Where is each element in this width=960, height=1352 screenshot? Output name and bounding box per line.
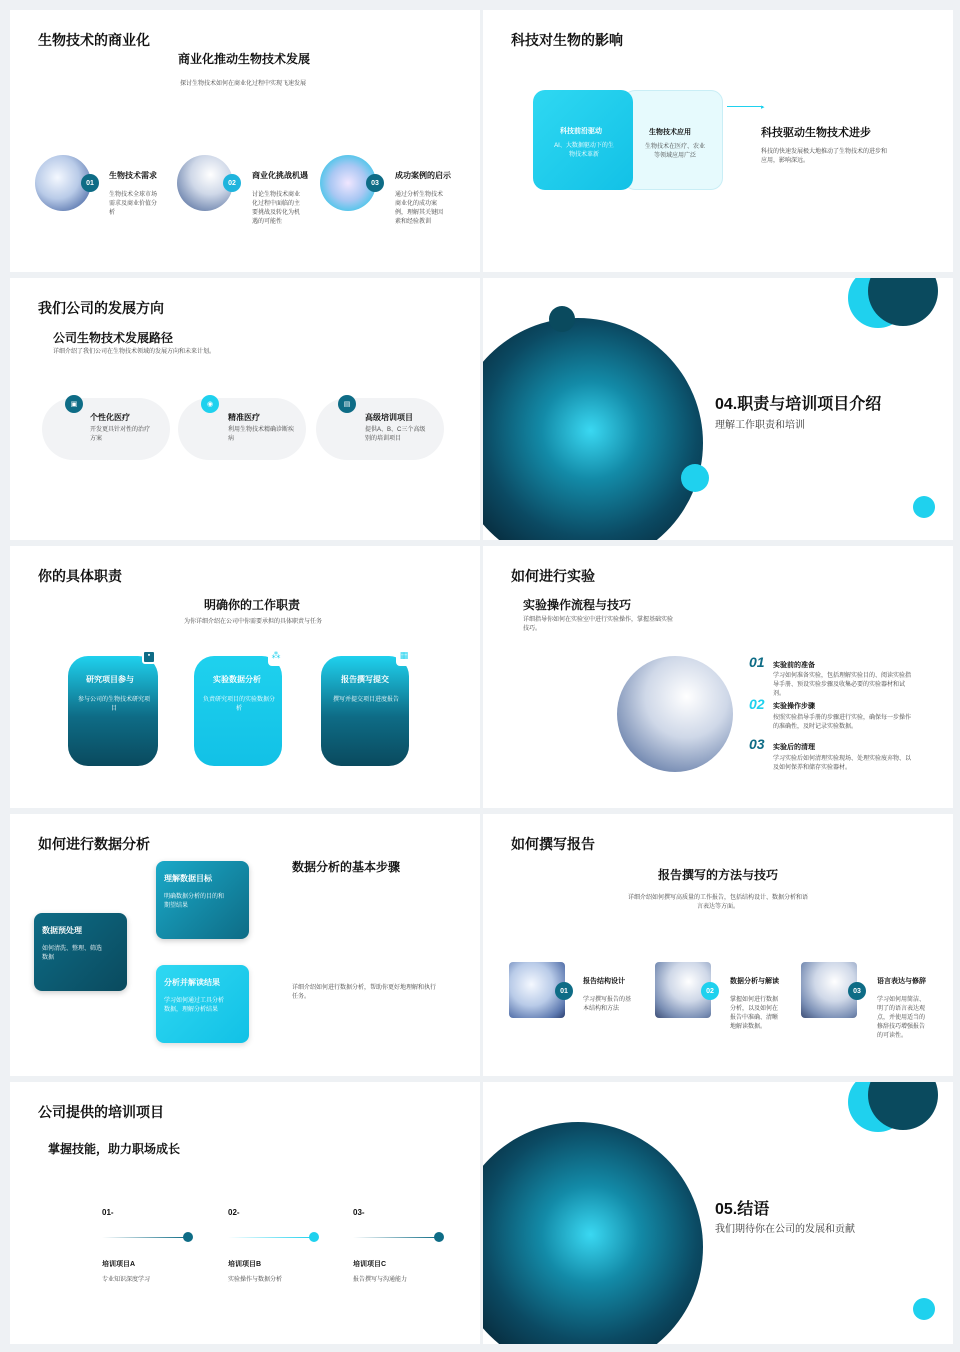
slide-company-direction bbox=[10, 278, 480, 540]
item-number: 03 bbox=[848, 982, 866, 1000]
item-desc: 学习撰写报告的基本结构和方法 bbox=[583, 997, 632, 1012]
image-icon: ▦ bbox=[396, 650, 412, 666]
slide-heading: 商业化推动生物技术发展 bbox=[178, 52, 311, 66]
item-number: 02- bbox=[228, 1208, 240, 1217]
slide-desc: 详细指导你如何在实验室中进行实验操作，掌握基础实验技巧。 bbox=[523, 617, 674, 632]
duty-card bbox=[321, 656, 409, 766]
card-desc: 负责研究项目的实验数据分析 bbox=[202, 697, 275, 712]
item-title: 个性化医疗 bbox=[90, 413, 130, 422]
item-title: 培训项目A bbox=[102, 1261, 136, 1268]
deco-circle bbox=[549, 306, 575, 332]
dna-photo bbox=[483, 1122, 703, 1344]
item-number: 02 bbox=[701, 982, 719, 1000]
slide-heading: 掌握技能，助力职场成长 bbox=[48, 1142, 181, 1156]
lab-photo bbox=[617, 656, 733, 772]
slide-responsibilities bbox=[10, 546, 480, 808]
item-desc: 利用生物技术精确诊断疾病 bbox=[228, 427, 295, 442]
item-title: 精准医疗 bbox=[228, 413, 260, 422]
hospital-icon: ▣ bbox=[65, 395, 83, 413]
target-icon: ◉ bbox=[201, 395, 219, 413]
duty-card bbox=[194, 656, 282, 766]
card-desc: 学习如何通过工具分析数据，理解分析结果 bbox=[164, 998, 225, 1013]
item-desc: 学习如何用简洁、明了的语言表达观点，并使用适当的修辞技巧增强报告的可读性。 bbox=[877, 997, 926, 1039]
slide-title: 生物技术的商业化 bbox=[38, 32, 150, 48]
card-title: 实验数据分析 bbox=[213, 675, 261, 684]
item-desc: 通过分析生物技术商业化的成功案例，理解其关键因素和经验教训 bbox=[395, 192, 444, 225]
timeline-dot bbox=[309, 1232, 319, 1242]
slide-title: 我们公司的发展方向 bbox=[38, 300, 164, 316]
card-title: 理解数据目标 bbox=[164, 874, 212, 883]
section-subtitle: 我们期待你在公司的发展和贡献 bbox=[715, 1224, 855, 1235]
slide-training bbox=[10, 1082, 480, 1344]
card-title: 分析并解读结果 bbox=[164, 978, 220, 987]
slide-heading: 公司生物技术发展路径 bbox=[53, 331, 174, 345]
card-desc: 明确数据分析的目的和期望结果 bbox=[164, 894, 225, 909]
item-title: 报告结构设计 bbox=[583, 978, 625, 985]
slide-section-05 bbox=[483, 1082, 953, 1344]
card-title: 数据预处理 bbox=[42, 926, 82, 935]
frontier-card bbox=[533, 90, 633, 190]
step-desc: 学习实验后如何清理实验现场、处理实验废弃物、以及如何保养和储存实验器材。 bbox=[773, 756, 912, 771]
item-title: 商业化挑战机遇 bbox=[252, 171, 308, 180]
item-desc: 生物技术全球市场需求及商业价值分析 bbox=[109, 192, 158, 216]
item-title: 培训项目C bbox=[353, 1261, 387, 1268]
step-card bbox=[156, 965, 249, 1043]
slide-desc: 详细介绍了我们公司在生物技术领域的发展方向和未来计划。 bbox=[53, 349, 216, 355]
item-title: 数据分析与解读 bbox=[730, 978, 779, 985]
step-number: 03 bbox=[749, 736, 765, 752]
item-desc: 掌握如何进行数据分析，以及如何在报告中准确、清晰地解读数据。 bbox=[730, 997, 779, 1030]
step-desc: 学习如何准备实验，包括理解实验目的、阅读实验指导手册、预设实验步骤及收集必要的实验器材和试剂。 bbox=[773, 673, 912, 697]
item-number: 01- bbox=[102, 1208, 114, 1217]
step-number: 02 bbox=[749, 696, 765, 712]
card-desc: 参与公司的生物技术研究项目 bbox=[77, 697, 150, 712]
slide-desc: 探讨生物技术如何在商业化过程中实现飞速发展 bbox=[180, 81, 307, 87]
arrow-line bbox=[727, 106, 763, 107]
card-desc: 如何清洗、整理、筛选数据 bbox=[42, 946, 103, 961]
training-icon: ▤ bbox=[338, 395, 356, 413]
step-card bbox=[156, 861, 249, 939]
slide-data-analysis bbox=[10, 814, 480, 1076]
card-desc: 生物技术在医疗、农业等领域应用广泛 bbox=[644, 144, 705, 159]
slide-tech-impact bbox=[483, 10, 953, 272]
slide-report-writing bbox=[483, 814, 953, 1076]
timeline-line bbox=[102, 1237, 186, 1238]
item-title: 培训项目B bbox=[228, 1261, 262, 1268]
item-desc: 讨论生物技术商业化过程中面临的主要挑战及转化为机遇的可能性 bbox=[252, 192, 301, 225]
step-title: 实验操作步骤 bbox=[773, 703, 815, 710]
deco-circle bbox=[913, 1298, 935, 1320]
item-title: 语言表达与修辞 bbox=[877, 978, 926, 985]
step-desc: 按照实验指导手册的步骤进行实验，确保每一步操作的准确性，及时记录实验数据。 bbox=[773, 715, 912, 730]
item-number: 01 bbox=[81, 174, 99, 192]
card-title: 报告撰写提交 bbox=[341, 675, 389, 684]
slide-section-04 bbox=[483, 278, 953, 540]
card-desc: 撰写并提交项目进度报告 bbox=[332, 697, 399, 703]
item-title: 成功案例的启示 bbox=[395, 171, 451, 180]
item-title: 高级培训项目 bbox=[365, 413, 413, 422]
step-title: 实验前的准备 bbox=[773, 662, 815, 669]
slide-title: 如何进行数据分析 bbox=[38, 836, 150, 852]
step-card bbox=[34, 913, 127, 991]
item-number: 01 bbox=[555, 982, 573, 1000]
slide-experiments bbox=[483, 546, 953, 808]
slide-title: 公司提供的培训项目 bbox=[38, 1104, 164, 1120]
card-title: 研究项目参与 bbox=[86, 675, 134, 684]
timeline-line bbox=[228, 1237, 312, 1238]
deco-circle bbox=[681, 464, 709, 492]
step-title: 实验后的清理 bbox=[773, 744, 815, 751]
card-title: 生物技术应用 bbox=[649, 129, 691, 136]
slide-heading: 实验操作流程与技巧 bbox=[523, 598, 632, 612]
item-desc: 报告撰写与沟通能力 bbox=[353, 1277, 408, 1283]
slide-heading: 报告撰写的方法与技巧 bbox=[658, 868, 779, 882]
step-number: 01 bbox=[749, 654, 765, 670]
timeline-line bbox=[353, 1237, 437, 1238]
duty-card bbox=[68, 656, 158, 766]
app-card bbox=[623, 90, 723, 190]
slide-desc: 详细介绍如何进行数据分析，帮助你更好地理解和执行任务。 bbox=[292, 985, 437, 1000]
slide-desc: 详细介绍如何撰写高质量的工作报告，包括结构设计、数据分析和语言表达等方面。 bbox=[628, 895, 809, 910]
slide-heading: 科技驱动生物技术进步 bbox=[761, 127, 871, 139]
item-desc: 提供A、B、C三个高级别的培训项目 bbox=[365, 427, 426, 442]
arrow-right-icon: ▸ bbox=[761, 104, 765, 111]
slide-commercialization bbox=[10, 10, 480, 272]
timeline-dot bbox=[434, 1232, 444, 1242]
slide-desc: 为你详细介绍在公司中你需要承担的具体职责与任务 bbox=[184, 619, 323, 625]
slide-heading: 数据分析的基本步骤 bbox=[292, 860, 401, 874]
slide-title: 你的具体职责 bbox=[38, 568, 122, 584]
item-number: 03- bbox=[353, 1208, 365, 1217]
section-subtitle: 理解工作职责和培训 bbox=[715, 420, 805, 431]
section-heading: 05.结语 bbox=[715, 1201, 770, 1218]
deco-circle bbox=[913, 496, 935, 518]
slide-title: 科技对生物的影响 bbox=[511, 32, 623, 48]
chart-icon: ⁂ bbox=[268, 650, 284, 666]
item-number: 03 bbox=[366, 174, 384, 192]
item-desc: 专业知识深度学习 bbox=[102, 1277, 151, 1283]
section-heading: 04.职责与培训项目介绍 bbox=[715, 396, 882, 413]
timeline-dot bbox=[183, 1232, 193, 1242]
slide-title: 如何撰写报告 bbox=[511, 836, 595, 852]
slide-desc: 科技的快速发展极大地推动了生物技术的进步和应用，影响深远。 bbox=[761, 149, 888, 164]
item-title: 生物技术需求 bbox=[109, 171, 157, 180]
item-number: 02 bbox=[223, 174, 241, 192]
doc-icon: ▪ bbox=[142, 650, 156, 664]
card-desc: AI、大数据驱动下的生物技术革新 bbox=[554, 143, 614, 158]
item-desc: 开发更具针对性的治疗方案 bbox=[90, 427, 151, 442]
item-desc: 实验操作与数据分析 bbox=[228, 1277, 283, 1283]
dna-photo bbox=[483, 318, 703, 540]
card-title: 科技前沿驱动 bbox=[560, 128, 602, 135]
slide-heading: 明确你的工作职责 bbox=[204, 598, 301, 612]
slide-title: 如何进行实验 bbox=[511, 568, 595, 584]
